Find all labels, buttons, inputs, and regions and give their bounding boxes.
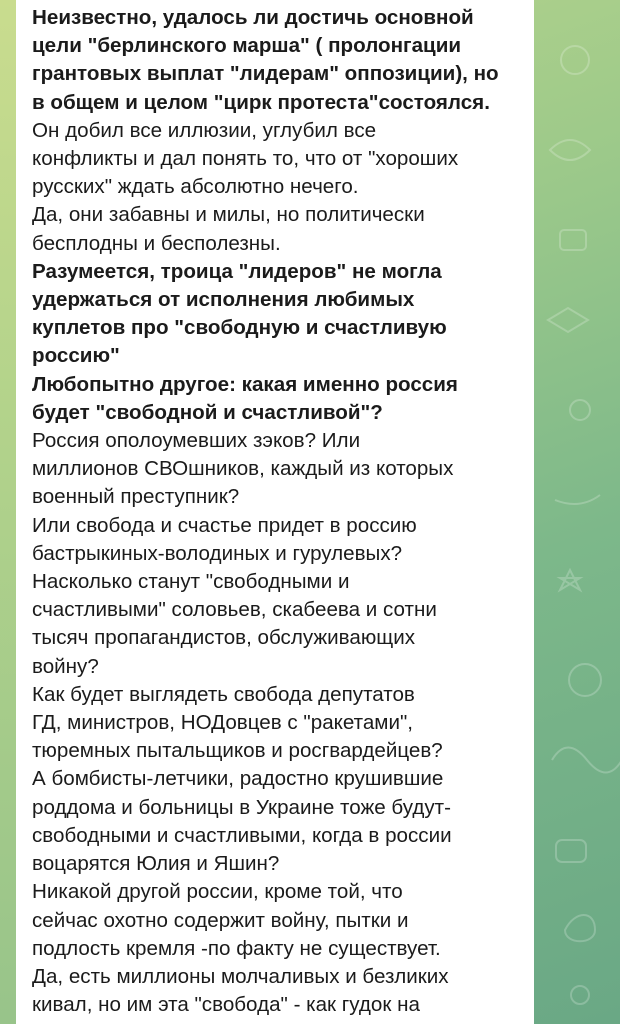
- message-line: русских" ждать абсолютно нечего.: [32, 175, 359, 199]
- message-line: россию": [32, 344, 120, 368]
- message-line: подлость кремля -по факту не существует.: [32, 936, 441, 960]
- message-line: бастрыкиных-володиных и гурулевых?: [32, 541, 403, 565]
- message-line: Насколько станут "свободными и: [32, 570, 350, 594]
- message-line: Он добил все иллюзии, углубил все: [32, 118, 377, 142]
- message-line: войну?: [32, 654, 99, 678]
- message-line: Или свобода и счастье придет в россию: [32, 513, 417, 537]
- message-line: миллионов СВОшников, каждый из которых: [32, 457, 454, 481]
- message-line: цели "берлинского марша" ( пролонгации: [32, 34, 462, 58]
- message-text: [32, 4, 534, 1019]
- message-line: грантовых выплат "лидерам" оппозиции), но: [32, 62, 499, 86]
- message-line: счастливыми" соловьев, скабеева и сотни: [32, 598, 437, 622]
- message-line: А бомбисты-летчики, радостно крушившие: [32, 767, 444, 791]
- message-line: тюремных пытальщиков и росгвардейцев?: [32, 739, 443, 763]
- chat-wallpaper-left: [0, 0, 16, 1024]
- message-line: Да, они забавны и милы, но политически: [32, 203, 425, 227]
- message-bubble: [16, 0, 534, 1024]
- message-line: бесплодны и бесполезны.: [32, 231, 281, 255]
- message-line: ГД, министров, НОДовцев с "ракетами",: [32, 711, 414, 735]
- message-line: военный преступник?: [32, 485, 240, 509]
- message-line: конфликты и дал понять то, что от "хороших: [32, 147, 459, 171]
- message-line: воцарятся Юлия и Яшин?: [32, 852, 280, 876]
- message-line: сейчас охотно содержит войну, пытки и: [32, 908, 409, 932]
- message-line: свободными и счастливыми, когда в россии: [32, 823, 452, 847]
- message-line: удержаться от исполнения любимых: [32, 288, 415, 312]
- message-line: Разумеется, троица "лидеров" не могла: [32, 259, 442, 283]
- message-line: тысяч пропагандистов, обслуживающих: [32, 626, 416, 650]
- message-line: кивал, но им эта "свобода" - как гудок на: [32, 993, 420, 1017]
- message-line: будет "свободной и счастливой"?: [32, 400, 383, 424]
- message-line: Как будет выглядеть свобода депутатов: [32, 682, 415, 706]
- message-line: в общем и целом "цирк протеста"состоялся.: [32, 90, 490, 114]
- message-line: Никакой другой россии, кроме той, что: [32, 880, 403, 904]
- message-line: роддома и больницы в Украине тоже будут-: [32, 795, 451, 819]
- message-line: Россия ополоумевших зэков? Или: [32, 429, 361, 453]
- message-line: Да, есть миллионы молчаливых и безликих: [32, 964, 449, 988]
- message-line: Любопытно другое: какая именно россия: [32, 372, 458, 396]
- message-line: куплетов про "свободную и счастливую: [32, 316, 447, 340]
- message-line: Неизвестно, удалось ли достичь основной: [32, 6, 474, 29]
